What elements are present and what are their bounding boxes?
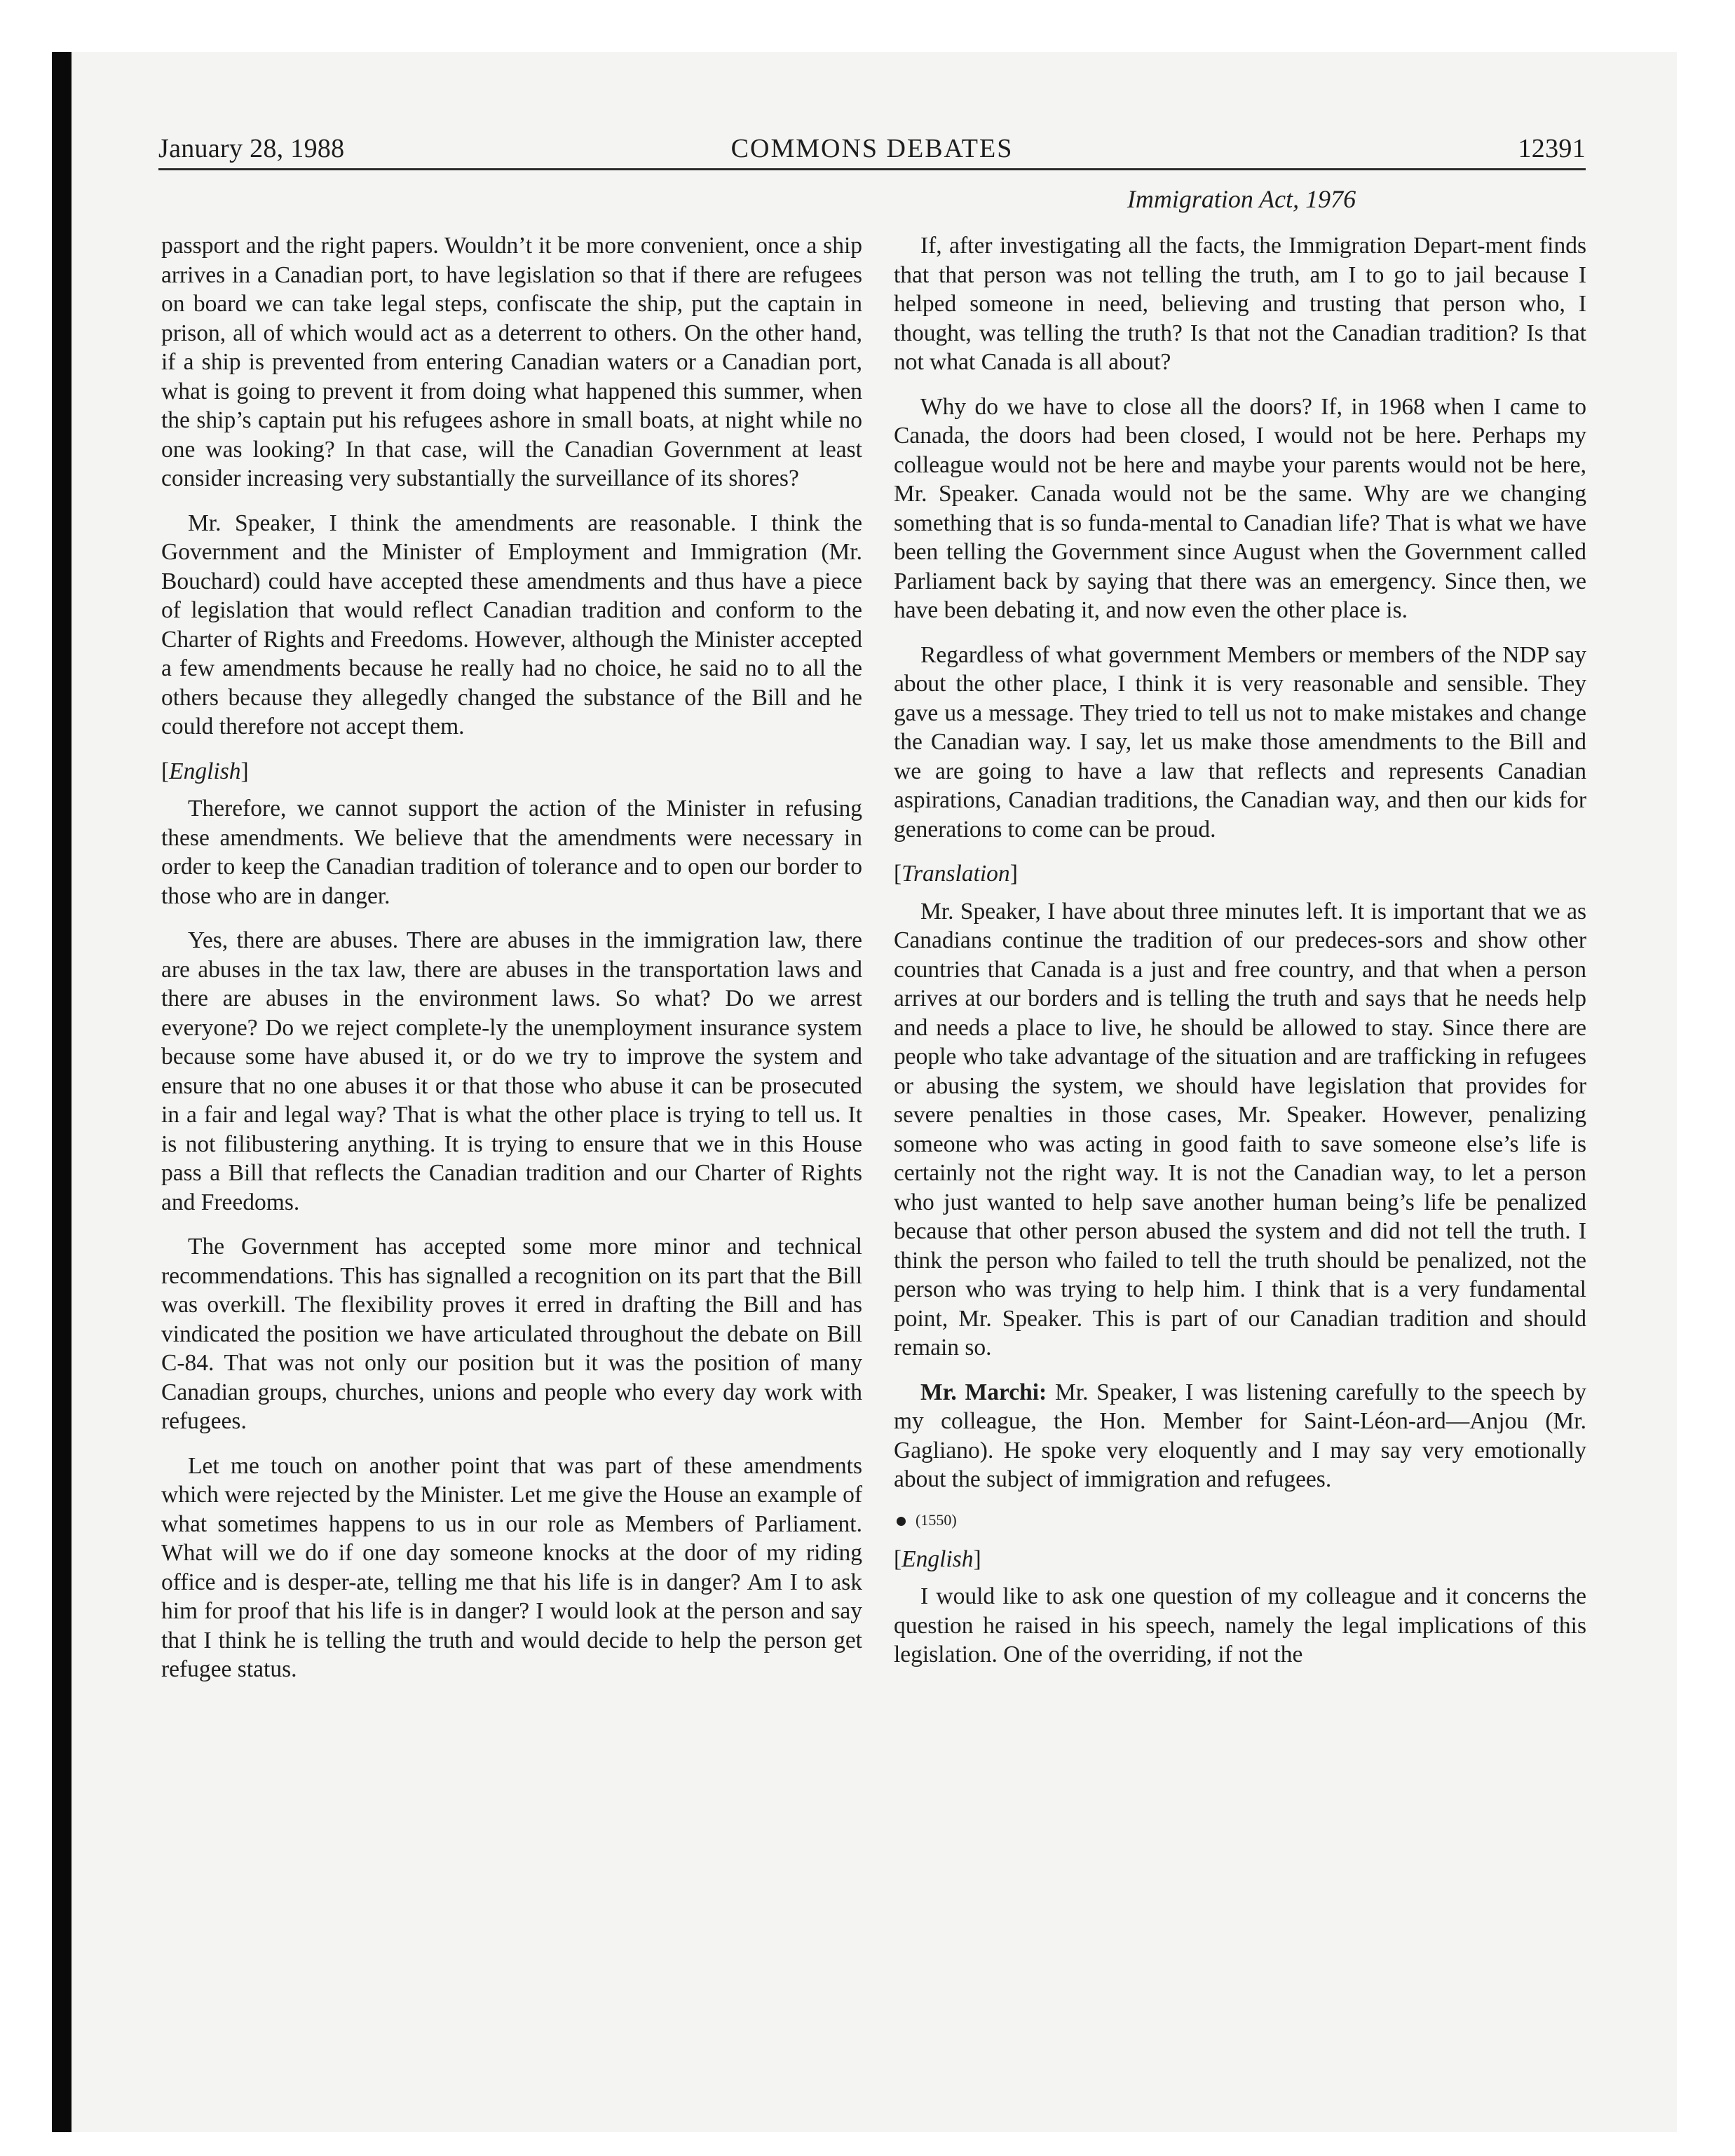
header-page-number: 12391 — [1518, 134, 1586, 163]
language-tag: [English] — [894, 1546, 981, 1572]
binding-edge — [52, 52, 72, 2132]
speaker-name: Mr. Marchi: — [920, 1379, 1047, 1405]
header-publication: COMMONS DEBATES — [730, 134, 1014, 163]
paragraph: Regardless of what government Members or members of the NDP say about the other place, I think it is very reasonable and sensible. They gave us a message. They tried to tell us not to make mistakes and change the Canadian way. I say, let us make those amendments to the Bill and we are going to have a law that reflects and represents Canadian aspirations, Canadian traditions, the Canadian way, and then our kids for generations to come can be proud. — [894, 641, 1586, 842]
paragraph: Mr. Speaker, I think the amendments are reasonable. I think the Government and the Minister of Employment and Immigration (Mr. Bouchard) could have accepted these amendments and thus have a piece of legislation that would reflect Canadian tradition and conform to the Charter of Rights and Freedoms. However, although the Minister accepted a few amendments because he really had no choice, he said no to all the others because they allegedly changed the substance of the Bill and he could therefore not accept them. — [161, 510, 862, 739]
right-column — [894, 231, 1586, 1685]
paragraph: Why do we have to close all the doors? If, in 1968 when I came to Canada, the doors had been closed, I would not be here. Perhaps my colleague would not be here and maybe your parents would not be here, Mr. Speaker. Canada would not be the same. Why are we changing something that is so funda-mental to Canadian life? That is what we have been telling the Government since August when the Government called Parliament back by saying that there was an emergency. Since then, we have been debating it, and now even the other place is. — [894, 393, 1586, 623]
paragraph: Let me touch on another point that was part of these amendments which were rejected by the Minister. Let me give the House an example of what sometimes happens to us in our role as Members of Parliament. What will we do if one day someone knocks at the door of my riding office and is desper-ate, telling me that his life is in danger? Am I to ask him for proof that his life is in danger? I would look at the person and say that I think he is telling the truth and would decide to help the person get refugee status. — [161, 1452, 862, 1682]
language-tag-text: English — [901, 1546, 974, 1572]
page-header — [158, 129, 1586, 168]
paragraph: If, after investigating all the facts, the Immigration Depart-ment finds that that person was not telling the truth, am I to go to jail because I helped someone in need, believing and trusting that person who, I thought, was telling the truth? Is that not the Canadian tradition? Is that not what Canada is all about? — [894, 233, 1586, 375]
language-tag-text: Translation — [901, 861, 1010, 887]
paragraph: Yes, there are abuses. There are abuses in the immigration law, there are abuses in the tax law, there are abuses in the transportation laws and there are abuses in the environment laws. So what? Do we arrest everyone? Do we reject complete-ly the unemployment insurance system because some have abused it, or do we try to improve the system and ensure that no one abuses it or that those who abuse it can be prosecuted in a fair and legal way? That is what the other place is trying to tell us. It is not filibustering anything. It is trying to ensure that we in this House pass a Bill that reflects the Canadian tradition and our Charter of Rights and Freedoms. — [161, 927, 862, 1215]
paragraph: Mr. Speaker, I have about three minutes left. It is important that we as Canadians continue the tradition of our predeces-sors and show other countries that Canada is a just and free country, and that when a person arrives at our borders and is telling the truth and says that he needs help and needs a place to live, he should be allowed to stay. Since there are people who take advantage of the situation and are trafficking in refugees or abusing the system, we should have legislation that provides for severe penalties in those cases, Mr. Speaker. However, penalizing someone who was acting in good faith to save someone else’s life is certainly not the right way. It is not the Canadian way, to let a person who just wanted to help save another human being’s life be penalized because that other person abused the system and did not tell the truth. I think the person who failed to tell the truth should be penalized, not the person who was trying to help him. I think that is a very fundamental point, Mr. Speaker. This is part of our Canadian tradition and should remain so. — [894, 898, 1586, 1360]
header-rule — [158, 168, 1586, 170]
language-tag: [English] — [161, 758, 249, 784]
paragraph: passport and the right papers. Wouldn’t it be more convenient, once a ship arrives in a Canadian port, to have legislation so that if there are refugees on board we can take legal steps, confiscate the ship, put the captain in prison, all of which would act as a deterrent to others. On the other hand, if a ship is prevented from entering Canadian waters or a Canadian port, what is going to prevent it from doing what happened this summer, when the ship’s captain put his refugees ashore in small boats, at night while no one was looking? In that case, will the Canadian Government at least consider increasing very substantially the surveillance of its shores? — [161, 233, 862, 491]
speaker-text: Mr. Speaker, I was listening carefully to the speech by my colleague, the Hon. Member for Saint-Léon-ard—Anjou (Mr. Gagliano). He spoke very eloquently and I may say very emotionally about the subject of immigration and refugees. — [894, 1379, 1586, 1492]
paragraph: Therefore, we cannot support the action of the Minister in refusing these amendments. We believe that the amendments were necessary in order to keep the Canadian tradition of tolerance and to open our border to those who are in danger. — [161, 796, 862, 909]
language-tag-text: English — [169, 758, 241, 784]
running-head: Immigration Act, 1976 — [1127, 185, 1356, 213]
language-tag: [Translation] — [894, 861, 1018, 887]
bullet-icon — [897, 1517, 906, 1526]
speaker-paragraph — [894, 1378, 1586, 1494]
paragraph: I would like to ask one question of my colleague and it concerns the question he raised in his speech, namely the legal implications of this legislation. One of the overriding, if not the — [894, 1583, 1586, 1667]
left-column — [161, 231, 862, 1700]
paragraph: The Government has accepted some more minor and technical recommendations. This has signalled a recognition on its part that the Bill was overkill. The flexibility proves it erred in drafting the Bill and has vindicated the position we have articulated throughout the debate on Bill C-84. That was not only our position but it was the position of many Canadian groups, churches, unions and people who every day work with refugees. — [161, 1234, 862, 1434]
time-marker — [894, 1510, 1586, 1531]
time-marker-text: (1550) — [916, 1510, 957, 1529]
header-date: January 28, 1988 — [158, 134, 345, 163]
